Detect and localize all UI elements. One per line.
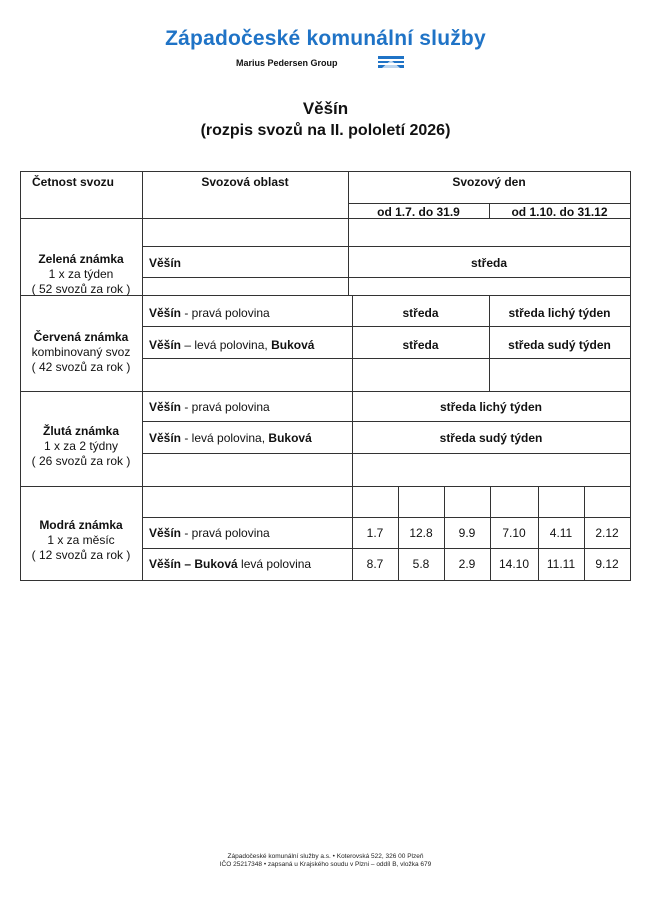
footer-registration: IČO 25217348 • zapsaná u Krajského soudu v Plzni – oddíl B, vložka 679 [219,861,432,868]
blue-row2-date: 5.8 [412,557,430,571]
blue-tag-count: ( 12 svozů za rok ) [31,548,131,562]
green-tag-frequency: 1 x za týden [48,267,114,281]
blue-row2-date: 11.11 [546,557,576,571]
blue-row1-date: 4.11 [549,526,573,540]
blue-row1-date: 12.8 [409,526,433,540]
green-tag-name: Zelená známka [38,252,124,266]
green-day: středa [470,256,508,270]
header-day: Svozový den [452,175,526,189]
red-row2-period2: středa sudý týden [508,338,611,352]
header-area: Svozová oblast [201,175,289,189]
blue-row1-date: 1.7 [366,526,384,540]
blue-row1-date: 9.9 [458,526,476,540]
header-period-2: od 1.10. do 31.12 [511,205,608,219]
yellow-tag-count: ( 26 svozů za rok ) [31,454,131,468]
blue-tag-frequency: 1 x za měsíc [47,533,115,547]
red-row2-area: Věšín – levá polovina, Buková [149,338,315,352]
company-logo-icon [378,56,404,68]
blue-tag-name: Modrá známka [39,518,123,532]
page-title: Věšín [302,99,349,118]
header-frequency: Četnost svozu [32,175,115,189]
red-tag-frequency: kombinovaný svoz [31,345,131,359]
yellow-row1-day: středa lichý týden [439,400,543,414]
blue-row1-area: Věšín - pravá polovina [149,526,270,540]
footer-address: Západočeské komunální služby a.s. • Koterovská 522, 326 00 Plzeň [227,853,424,860]
yellow-tag-name: Žlutá známka [42,424,120,438]
blue-row2-date: 14.10 [498,557,530,571]
blue-row2-date: 9.12 [595,557,619,571]
red-row1-area: Věšín - pravá polovina [149,306,270,320]
blue-row1-date: 7.10 [502,526,526,540]
yellow-row2-area: Věšín - levá polovina, Buková [149,431,312,445]
header-period-1: od 1.7. do 31.9 [377,205,460,219]
red-row1-period1: středa [402,306,439,320]
yellow-row1-area: Věšín - pravá polovina [149,400,270,414]
green-tag-count: ( 52 svozů za rok ) [31,282,131,296]
blue-row1-date: 2.12 [595,526,619,540]
red-row2-period1: středa [402,338,439,352]
yellow-row2-day: středa sudý týden [439,431,543,445]
blue-row2-date: 2.9 [458,557,476,571]
group-name: Marius Pedersen Group [236,58,338,68]
blue-row2-area: Věšín – Buková levá polovina [149,557,312,571]
company-name: Západočeské komunální služby [165,27,486,50]
page-subtitle: (rozpis svozů na II. pololetí 2026) [200,122,451,139]
green-area: Věšín [149,256,182,270]
red-tag-name: Červená známka [33,330,129,344]
red-row1-period2: středa lichý týden [508,306,611,320]
blue-row2-date: 8.7 [366,557,384,571]
red-tag-count: ( 42 svozů za rok ) [31,360,131,374]
yellow-tag-frequency: 1 x za 2 týdny [43,439,119,453]
